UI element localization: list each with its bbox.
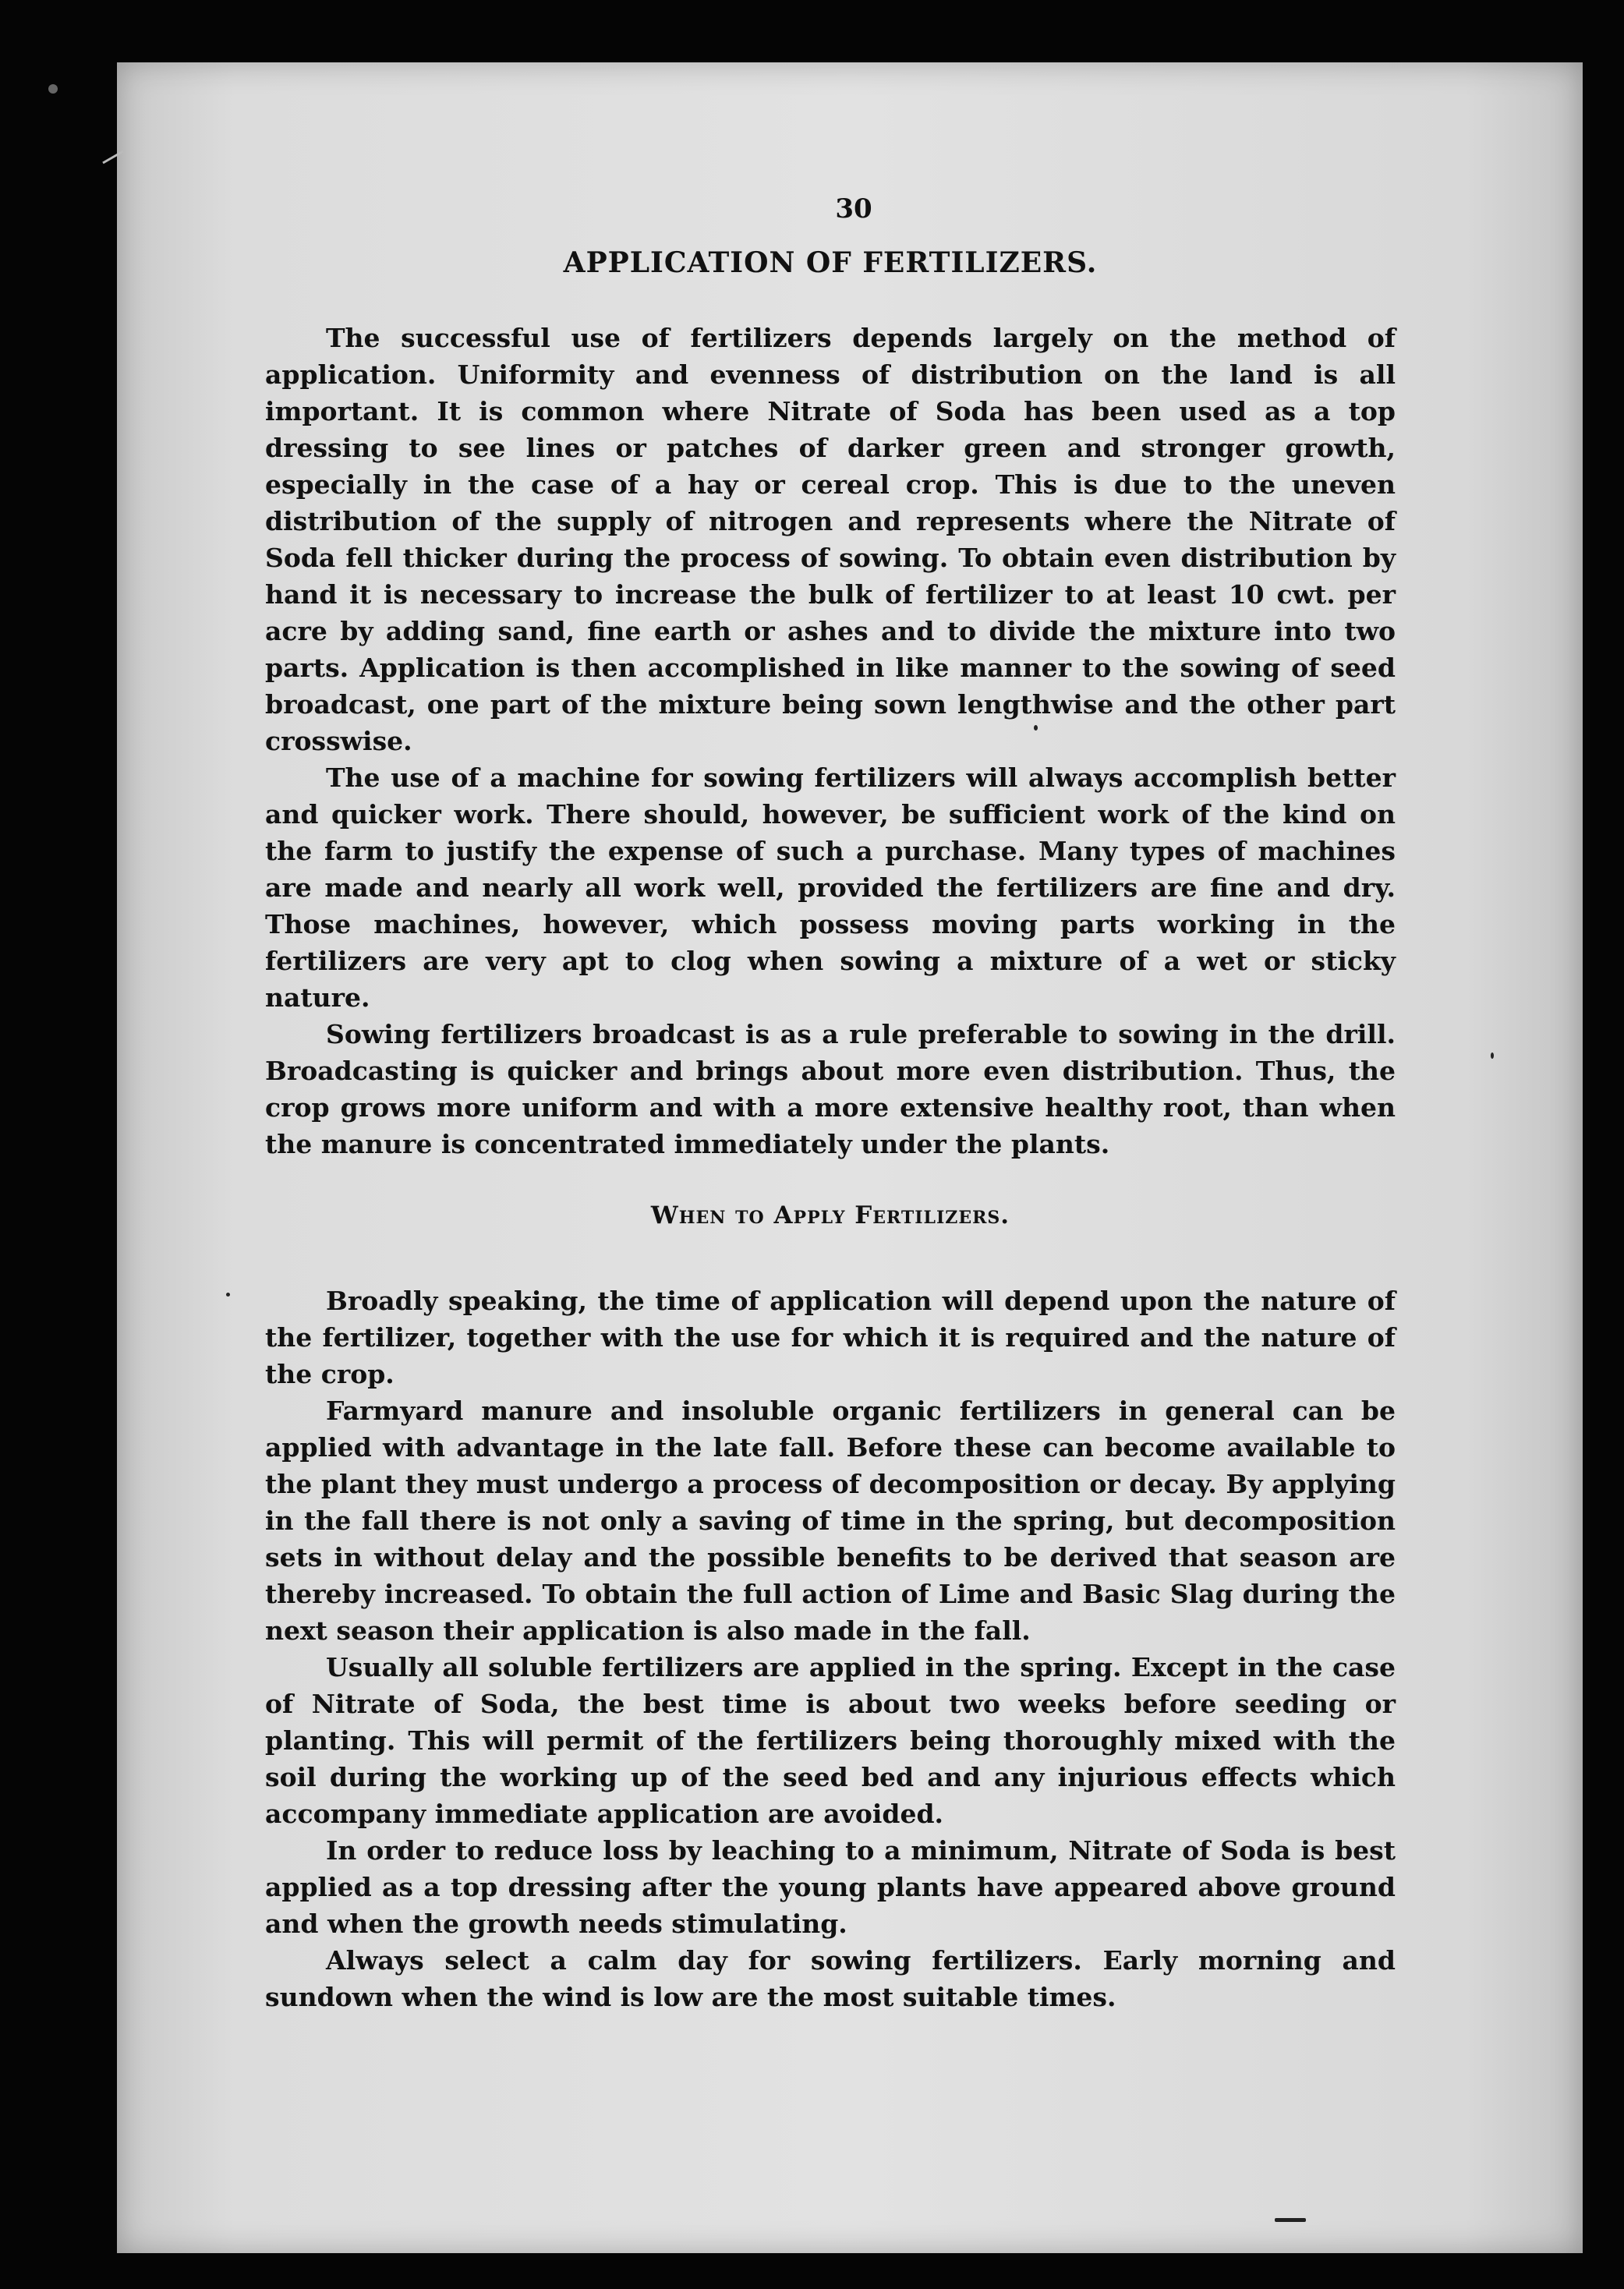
scan-speck [1275, 2218, 1306, 2222]
scan-edge-mark [102, 150, 123, 165]
section-heading: When to Apply Fertilizers. [650, 1201, 1010, 1229]
scanned-page [117, 62, 1583, 2253]
paragraph: Sowing fertilizers broadcast is as a rule preferable to sowing in the drill. Broadcasting is quicker and brings about more even distribution. Thus, the crop grows more uniform and with a more extensive healthy root, than when the manure is concentrated immediately under the plants. [265, 1019, 1396, 1159]
scan-speck [1034, 725, 1038, 731]
scan-speck [48, 84, 58, 94]
page-number: 30 [835, 193, 872, 225]
paragraph: Farmyard manure and insoluble organic fertilizers in general can be applied with advantage in the late fall. Before these can become available to the plant they must undergo a process of decomposition or decay. By applying in the fall there is not only a saving of time in the spring, but decomposition sets in without delay and the possible benefits to be derived that season are thereby increased. To obtain the full action of Lime and Basic Slag during the next season their application is also made in the fall. [265, 1396, 1396, 1646]
paragraph: In order to reduce loss by leaching to a minimum, Nitrate of Soda is best applied as a top dressing after the young plants have appeared above ground and when the growth needs stimulating. [265, 1835, 1396, 1939]
page-title: APPLICATION OF FERTILIZERS. [563, 246, 1098, 279]
scan-speck [1491, 1053, 1494, 1059]
paragraph: Always select a calm day for sowing fertilizers. Early morning and sundown when the wind is low are the most suitable times. [265, 1945, 1396, 2012]
paragraph: Usually all soluble fertilizers are applied in the spring. Except in the case of Nitrate of Soda, the best time is about two weeks before seeding or planting. This will permit of the fertilizers being thoroughly mixed with the soil during the working up of the seed bed and any injurious effects which accompany immediate application are avoided. [265, 1652, 1396, 1829]
paragraph: Broadly speaking, the time of application will depend upon the nature of the fertilizer, together with the use for which it is required and the nature of the crop. [265, 1286, 1396, 1389]
page-content [265, 193, 1396, 2015]
paragraph: The successful use of fertilizers depends largely on the method of application. Uniformity and evenness of distribution on the land is all important. It is common where Nitrate of Soda has been used as a top dressing to see lines or patches of darker green and stronger growth, especially in the case of a hay or cereal crop. This is due to the uneven distribution of the supply of nitrogen and represents where the Nitrate of Soda fell thicker during the process of sowing. To obtain even distribution by hand it is necessary to increase the bulk of fertilizer to at least 10 cwt. per acre by adding sand, fine earth or ashes and to divide the mixture into two parts. Application is then accomplished in like manner to the sowing of seed broadcast, one part of the mixture being sown lengthwise and the other part crosswise. [265, 323, 1396, 756]
paragraph: The use of a machine for sowing fertilizers will always accomplish better and quicker work. There should, however, be sufficient work of the kind on the farm to justify the expense of such a purchase. Many types of machines are made and nearly all work well, provided the fertilizers are fine and dry. Those machines, however, which possess moving parts working in the fertilizers are very apt to clog when sowing a mixture of a wet or sticky nature. [265, 762, 1396, 1013]
scan-speck [226, 1293, 230, 1297]
